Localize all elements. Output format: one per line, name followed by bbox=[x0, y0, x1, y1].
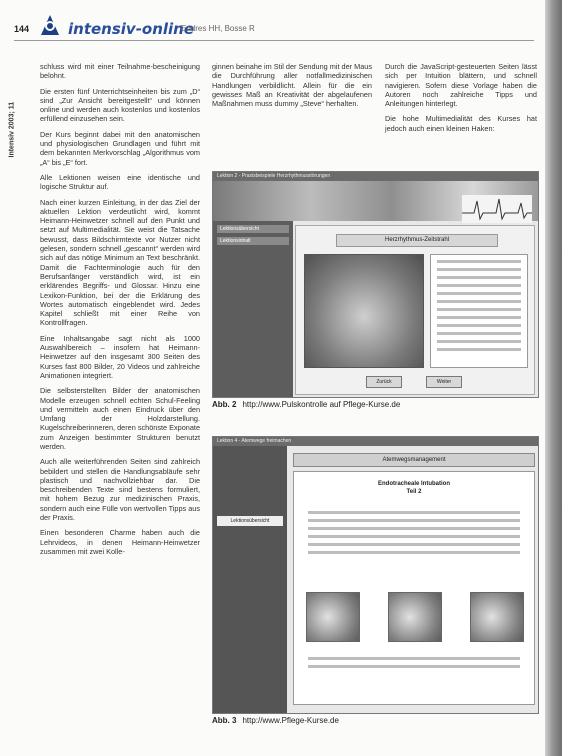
procedure-thumbnail[interactable] bbox=[388, 592, 442, 642]
banner-image bbox=[213, 181, 538, 221]
text-column-1 bbox=[40, 62, 200, 562]
procedure-thumbnail[interactable] bbox=[306, 592, 360, 642]
paragraph: Auch alle weiterführenden Seiten sind zahlreich bebildert und stellen die Handlungsabläufe sehr plastisch und nachvollziehbar dar. Die beschreibenden Texte sind bestens formuliert, mit hohem Bezug zur medizinischen Praxis, sondern auch eine Fülle von wertvollen Tipps aus der Praxis. bbox=[40, 457, 200, 523]
paragraph: Der Kurs beginnt dabei mit den anatomischen und physiologischen Grundlagen und führt mit dem bekannten Merkvorschlag „Algorithmus vom „A“ bis „E“ fort. bbox=[40, 129, 200, 167]
text-column-3 bbox=[385, 62, 537, 139]
sidebar-heading[interactable]: Lektionsübersicht bbox=[217, 516, 283, 526]
page-edge-shadow bbox=[545, 0, 562, 756]
figure-2-caption bbox=[212, 400, 400, 409]
lesson-sidebar bbox=[213, 221, 293, 397]
anatomy-image bbox=[304, 254, 424, 368]
next-button[interactable]: Weiter bbox=[426, 376, 462, 388]
caption-url: http://www.Pflege-Kurse.de bbox=[242, 716, 339, 725]
paragraph: Alle Lektionen weisen eine identische und logische Struktur auf. bbox=[40, 172, 200, 192]
citation-text: Intensiv 2003; 11 bbox=[8, 101, 16, 158]
window-title: Lektion 4 - Atemwege freimachen bbox=[213, 437, 538, 446]
text-column-2 bbox=[212, 62, 372, 114]
figure-3-screenshot bbox=[212, 436, 539, 714]
procedure-thumbnail[interactable] bbox=[470, 592, 524, 642]
sidebar-item[interactable]: Lektionsinhalt bbox=[217, 237, 289, 245]
paragraph: ginnen beinahe im Stil der Sendung mit der Maus die Durchführung aller notfallmedizinischen Handlungen verbildlicht. Allein für die ein gewisses Maß an Kreativität der abgelaufenen Maßnahmen muss dummy „Steve“ herhalten. bbox=[212, 62, 372, 109]
paragraph: Eine Inhaltsangabe sagt nicht als 1000 Auswahlbereich – insofern hat Heimann-Heinwetzer auf den insgesamt 300 Seiten des Kurses fast 800 Bilder, 20 Videos und zahlreiche Animationen integriert. bbox=[40, 333, 200, 380]
globe-logo-icon bbox=[40, 14, 60, 36]
content-heading: Endotracheale Intubation bbox=[377, 481, 450, 487]
caption-label: Abb. 2 bbox=[212, 400, 237, 409]
back-button[interactable]: Zurück bbox=[366, 376, 402, 388]
paragraph: Nach einer kurzen Einleitung, in der das Ziel der aktuellen Lektion verdeutlicht wird, kommt Heimann-Heinwetzer schnell auf den Punkt und setzt auf Multimedialität. Sie weist die Tatsache bewusst, dass Bildschirmtexte vor Nutzer nicht gelesen, sondern schnell „gescannt“ werden wird sich auf das nötige Minimum an Text beschränkt. Damit die Fachterminologie auch für den Berufsanfänger verständlich wird, ist ein erklärendes Begriffs- und Glossar. Hinzu eine Lexikon-Funktion, bei der die Erklärung des Wortes automatisch eingeblendet wird. Jedes Kapitel schließt mit einer Reihe von Kontrollfragen. bbox=[40, 197, 200, 328]
paragraph: Die selbsterstellten Bilder der anatomischen Modelle erzeugen schnell echten Schul-Feeling und vermitteln auch einen Eindruck über den Umfang der Holzdarstellung. Kugelschreiberinneren, deren schönste Exponate zum Anzeigen bestimmter Strukturen benutzt werden. bbox=[40, 386, 200, 451]
magazine-title: intensiv-online bbox=[68, 20, 195, 38]
content-title bbox=[344, 480, 484, 496]
paragraph: Die hohe Multimedialität des Kurses hat jedoch auch einen kleinen Haken: bbox=[385, 114, 537, 133]
header-divider bbox=[14, 40, 534, 41]
content-subheading: Teil 2 bbox=[406, 489, 422, 495]
text-box bbox=[430, 254, 528, 368]
paragraph: Durch die JavaScript-gesteuerten Seiten lässt sich per Intuition blättern, und schnell navigieren. Sofern diese Vorlage haben die Autoren noch zahlreiche Tipps und Anleitungen hinterlegt. bbox=[385, 62, 537, 109]
page-number: 144 bbox=[14, 24, 30, 34]
lesson-content bbox=[293, 471, 535, 705]
page-header bbox=[14, 14, 534, 40]
module-title: Atemwegsmanagement bbox=[293, 453, 535, 467]
caption-url: http://www.Pulskontrolle auf Pflege-Kurse.de bbox=[242, 400, 401, 409]
figure-2-screenshot bbox=[212, 171, 539, 398]
author-line: Endres HH, Bosse R bbox=[181, 24, 255, 33]
panel-title: Herzrhythmus-Zeitstrahl bbox=[336, 234, 498, 247]
caption-label: Abb. 3 bbox=[212, 716, 237, 725]
paragraph: Die ersten fünf Unterrichtseinheiten bis zum „D“ sind „Zur Ansicht bereitgestellt“ und können online und werden auch kostenlos und kostenlos erfüllend einzusehen sein. bbox=[40, 86, 200, 124]
figure-3-caption bbox=[212, 716, 339, 725]
sidebar-item[interactable]: Lektionsübersicht bbox=[217, 225, 289, 233]
lesson-content bbox=[295, 225, 535, 395]
paragraph: Einen besonderen Charme haben auch die Lehrvideos, in denen Heimann-Heinwetzer zusammen mit zwei Kolle- bbox=[40, 528, 200, 556]
window-title: Lektion 2 - Praxisbeispiele Herzrhythmusstörungen bbox=[213, 172, 538, 181]
paragraph: schluss wird mit einer Teilnahme-bescheinigung belohnt. bbox=[40, 62, 200, 81]
ecg-trace-icon bbox=[462, 195, 532, 223]
lesson-sidebar bbox=[213, 446, 287, 713]
sidebar-citation bbox=[4, 66, 14, 162]
